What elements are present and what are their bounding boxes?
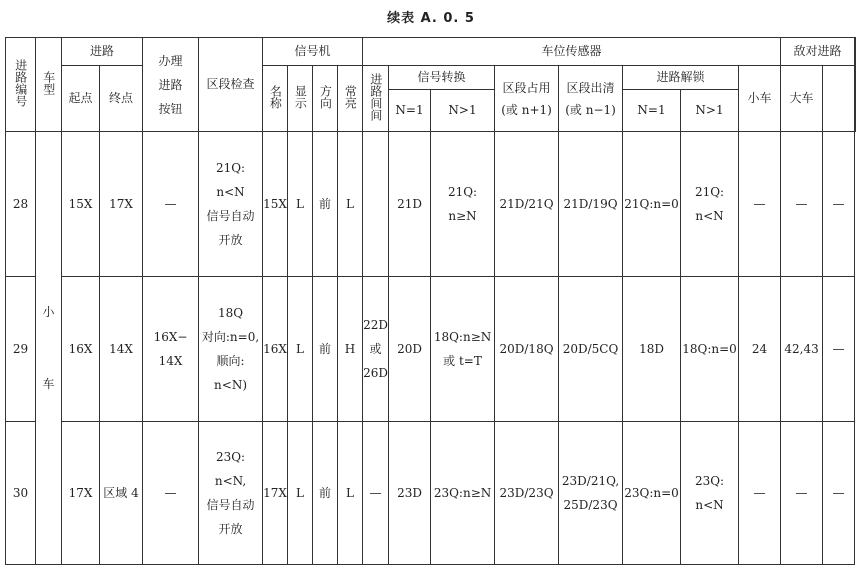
cell-rel-ngt1: 18Q:n=0 bbox=[681, 277, 739, 422]
header-small-car: 小车 bbox=[739, 66, 781, 132]
cell-rel-n1: 21Q:n=0 bbox=[623, 132, 681, 277]
cell-route-interval: 22D 或 26D bbox=[363, 277, 389, 422]
cell-sig-name: 16X bbox=[263, 277, 288, 422]
cell-section-check: 21Q: n<N 信号自动 开放 bbox=[199, 132, 263, 277]
cell-section-check: 18Q 对向:n=0, 顺向: n<N) bbox=[199, 277, 263, 422]
cell-sig-display: L bbox=[288, 277, 313, 422]
cell-route-interval: — bbox=[363, 422, 389, 565]
header-sc-n1: N=1 bbox=[389, 90, 431, 132]
cell-sc-ngt1: 23Q:n≥N bbox=[431, 422, 495, 565]
cell-rel-ngt1: 21Q: n<N bbox=[681, 132, 739, 277]
header-end: 终点 bbox=[100, 66, 143, 132]
table-row bbox=[6, 132, 856, 277]
cell-sig-display: L bbox=[288, 422, 313, 565]
cell-occupy: 23D/23Q bbox=[495, 422, 559, 565]
header-route: 进路 bbox=[62, 38, 143, 66]
header-vehicle-type: 车型 bbox=[36, 38, 62, 132]
cell-sc-n1: 20D bbox=[389, 277, 431, 422]
cell-small-car: 24 bbox=[739, 277, 781, 422]
header-sig-name: 名称 bbox=[263, 66, 288, 132]
header-sig-direction: 方向 bbox=[313, 66, 338, 132]
cell-sig-direction: 前 bbox=[313, 277, 338, 422]
cell-big-car: — bbox=[781, 422, 823, 565]
cell-sc-ngt1: 21Q: n≥N bbox=[431, 132, 495, 277]
cell-start: 15X bbox=[62, 132, 100, 277]
header-sig-display: 显示 bbox=[288, 66, 313, 132]
header-signal-change: 信号转换 bbox=[389, 66, 495, 90]
cell-rel-n1: 23Q:n=0 bbox=[623, 422, 681, 565]
cell-end: 14X bbox=[100, 277, 143, 422]
header-conflict: 敌对进路 bbox=[781, 38, 855, 66]
cell-small-car: — bbox=[739, 422, 781, 565]
cell-clear: 21D/19Q bbox=[559, 132, 623, 277]
header-button: 办理 进路 按钮 bbox=[143, 38, 199, 132]
header-route-no: 进路编号 bbox=[6, 38, 36, 132]
header-occupy: 区段占用 (或 n+1) bbox=[495, 66, 559, 132]
cell-sig-normal-lit: L bbox=[338, 422, 363, 565]
cell-sig-normal-lit: H bbox=[338, 277, 363, 422]
cell-sig-direction: 前 bbox=[313, 422, 338, 565]
cell-big-car: — bbox=[781, 132, 823, 277]
cell-route-interval bbox=[363, 132, 389, 277]
cell-sig-name: 17X bbox=[263, 422, 288, 565]
cell-remark: — bbox=[823, 277, 855, 422]
header-rel-ngt1: N>1 bbox=[681, 90, 739, 132]
header-route-interval: 进路间间 bbox=[363, 66, 389, 132]
cell-sig-normal-lit: L bbox=[338, 132, 363, 277]
header-signal: 信号机 bbox=[263, 38, 363, 66]
cell-end: 17X bbox=[100, 132, 143, 277]
cell-start: 17X bbox=[62, 422, 100, 565]
cell-rel-ngt1: 23Q: n<N bbox=[681, 422, 739, 565]
cell-section-check: 23Q: n<N, 信号自动 开放 bbox=[199, 422, 263, 565]
cell-no: 28 bbox=[6, 132, 36, 277]
cell-no: 30 bbox=[6, 422, 36, 565]
cell-occupy: 21D/21Q bbox=[495, 132, 559, 277]
cell-occupy: 20D/18Q bbox=[495, 277, 559, 422]
table-title: 续表 A. 0. 5 bbox=[387, 11, 475, 26]
header-rel-n1: N=1 bbox=[623, 90, 681, 132]
cell-clear: 23D/21Q, 25D/23Q bbox=[559, 422, 623, 565]
header-sensor: 车位传感器 bbox=[363, 38, 781, 66]
cell-start: 16X bbox=[62, 277, 100, 422]
table-row bbox=[6, 422, 856, 565]
header-release: 进路解锁 bbox=[623, 66, 739, 90]
header-section-check: 区段检查 bbox=[199, 38, 263, 132]
cell-sig-display: L bbox=[288, 132, 313, 277]
cell-end: 区域 4 bbox=[100, 422, 143, 565]
header-remark bbox=[855, 38, 856, 132]
route-table bbox=[5, 37, 856, 565]
cell-sig-direction: 前 bbox=[313, 132, 338, 277]
cell-big-car: 42,43 bbox=[781, 277, 823, 422]
header-clear: 区段出清 (或 n−1) bbox=[559, 66, 623, 132]
cell-button: — bbox=[143, 132, 199, 277]
cell-no: 29 bbox=[6, 277, 36, 422]
header-sc-ngt1: N>1 bbox=[431, 90, 495, 132]
header-start: 起点 bbox=[62, 66, 100, 132]
cell-sc-n1: 23D bbox=[389, 422, 431, 565]
cell-button: — bbox=[143, 422, 199, 565]
cell-remark: — bbox=[823, 422, 855, 565]
cell-rel-n1: 18D bbox=[623, 277, 681, 422]
cell-remark: — bbox=[823, 132, 855, 277]
cell-clear: 20D/5CQ bbox=[559, 277, 623, 422]
cell-button: 16X− 14X bbox=[143, 277, 199, 422]
cell-sc-n1: 21D bbox=[389, 132, 431, 277]
cell-vehicle-type: 小 车 bbox=[36, 132, 62, 565]
header-sig-normal-lit: 常亮 bbox=[338, 66, 363, 132]
table-row bbox=[6, 277, 856, 422]
cell-sig-name: 15X bbox=[263, 132, 288, 277]
cell-small-car: — bbox=[739, 132, 781, 277]
header-big-car: 大车 bbox=[781, 66, 823, 132]
cell-sc-ngt1: 18Q:n≥N 或 t=T bbox=[431, 277, 495, 422]
